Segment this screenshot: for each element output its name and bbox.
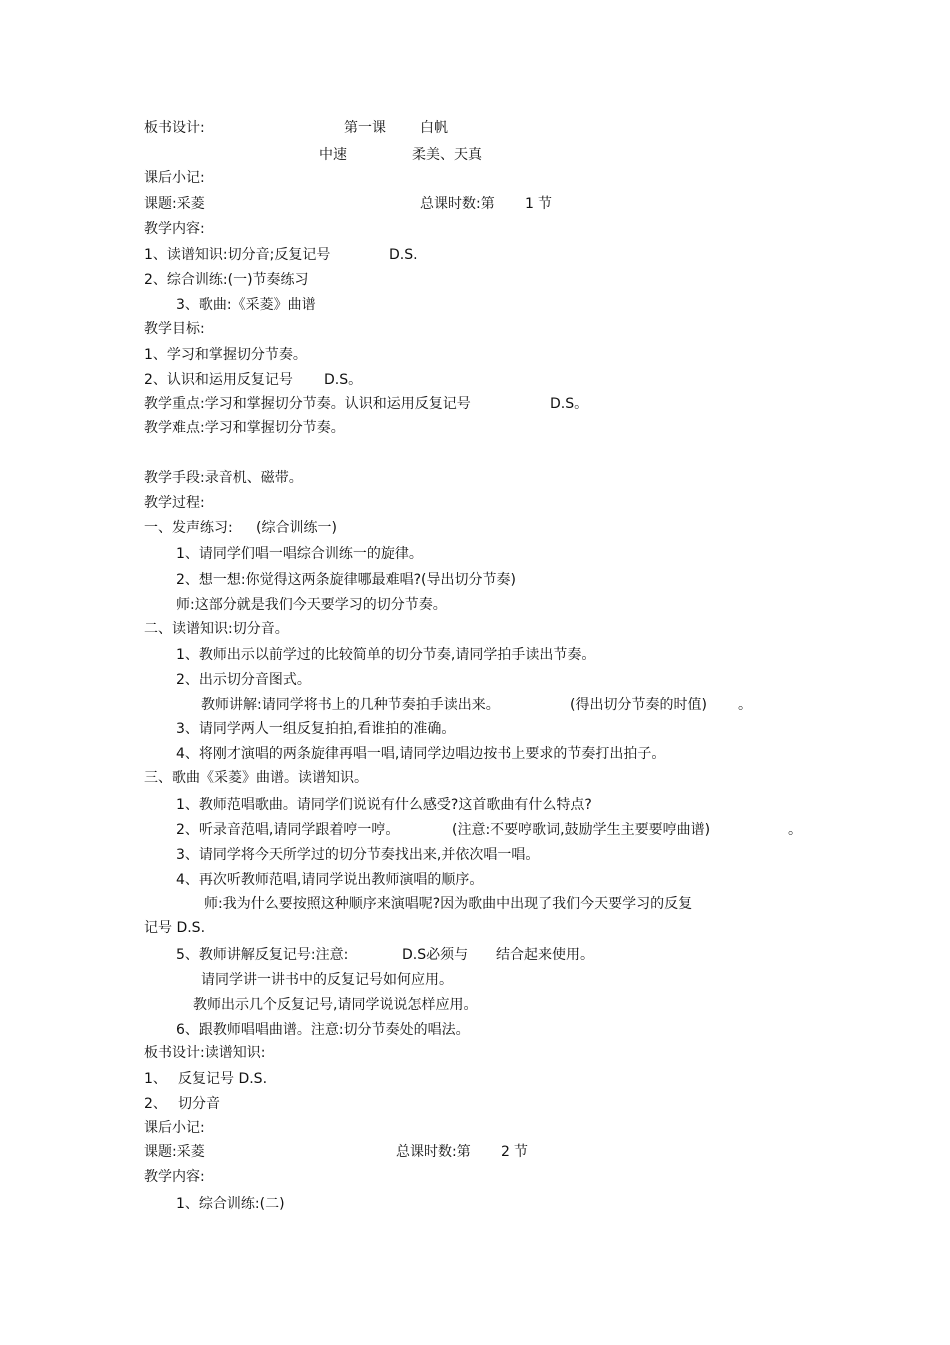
difficulty-text: 教学难点:学习和掌握切分节奏。 bbox=[144, 420, 345, 436]
teaching-means-text: 教学手段:录音机、磁带。 bbox=[144, 470, 303, 486]
process-step-2-item-1: 1、教师出示以前学过的比较简单的切分节奏,请同学拍手读出节奏。 bbox=[176, 647, 596, 663]
hour-unit-2: 节 bbox=[514, 1144, 528, 1160]
goal-item-1: 1、学习和掌握切分节奏。 bbox=[144, 347, 307, 363]
topic-text: 课题:采菱 bbox=[144, 196, 205, 212]
process-step-3-item-5-ask: 请同学讲一讲书中的反复记号如何应用。 bbox=[201, 972, 453, 988]
teaching-content-label: 教学内容: bbox=[144, 221, 205, 237]
hour-number: 1 bbox=[525, 196, 534, 212]
mood-text: 柔美、天真 bbox=[412, 147, 482, 163]
teaching-process-label: 教学过程: bbox=[144, 495, 205, 511]
content-2-item-1: 1、综合训练:(二) bbox=[176, 1196, 285, 1212]
process-step-2-item-2-note: (得出切分节奏的时值) bbox=[570, 697, 707, 713]
process-step-2-item-2-end: 。 bbox=[738, 697, 752, 713]
process-step-1: 一、发声练习: bbox=[144, 520, 233, 536]
content-item-2: 2、综合训练:(一)节奏练习 bbox=[144, 272, 309, 288]
key-point-mark: D.S。 bbox=[550, 396, 589, 412]
process-step-3-item-5-mark: D.S必须与 bbox=[402, 947, 469, 963]
process-step-1-item-1: 1、请同学们唱一唱综合训练一的旋律。 bbox=[176, 546, 423, 562]
board-design-2-label: 板书设计:读谱知识: bbox=[144, 1045, 266, 1061]
total-hours-2-label: 总课时数:第 bbox=[396, 1144, 471, 1160]
board-item-1-text: 反复记号 D.S. bbox=[178, 1071, 268, 1087]
total-hours-label: 总课时数:第 bbox=[420, 196, 495, 212]
process-step-1-note: (综合训练一) bbox=[256, 520, 337, 536]
process-step-2-item-2: 2、出示切分音图式。 bbox=[176, 672, 311, 688]
tempo-text: 中速 bbox=[319, 147, 347, 163]
board-item-2-number: 2、 bbox=[144, 1096, 167, 1112]
key-point-text: 教学重点:学习和掌握切分节奏。认识和运用反复记号 bbox=[144, 396, 471, 412]
process-step-3-item-2-note: (注意:不要哼歌词,鼓励学生主要要哼曲谱) bbox=[452, 822, 711, 838]
process-step-3-item-2: 2、听录音范唱,请同学跟着哼一哼。 bbox=[176, 822, 400, 838]
process-step-3-item-6: 6、跟教师唱唱曲谱。注意:切分节奏处的唱法。 bbox=[176, 1022, 470, 1038]
process-step-2-item-3: 3、请同学两人一组反复拍拍,看谁拍的准确。 bbox=[176, 721, 456, 737]
process-step-1-item-2: 2、想一想:你觉得这两条旋律哪最难唱?(导出切分节奏) bbox=[176, 572, 516, 588]
process-step-3: 三、歌曲《采菱》曲谱。读谱知识。 bbox=[144, 770, 368, 786]
process-step-3-item-5-show: 教师出示几个反复记号,请同学说说怎样应用。 bbox=[193, 997, 478, 1013]
process-step-2-item-2-explain: 教师讲解:请同学将书上的几种节奏拍手读出来。 bbox=[201, 697, 500, 713]
goal-item-2-mark: D.S。 bbox=[324, 372, 363, 388]
goal-item-2: 2、认识和运用反复记号 bbox=[144, 372, 293, 388]
process-step-1-item-3: 师:这部分就是我们今天要学习的切分节奏。 bbox=[176, 597, 447, 613]
topic-2-text: 课题:采菱 bbox=[144, 1144, 205, 1160]
process-step-2: 二、读谱知识:切分音。 bbox=[144, 621, 289, 637]
lesson-number: 第一课 bbox=[344, 120, 386, 136]
process-step-3-item-4: 4、再次听教师范唱,请同学说出教师演唱的顺序。 bbox=[176, 872, 484, 888]
teaching-content-2-label: 教学内容: bbox=[144, 1169, 205, 1185]
process-step-3-item-2-end: 。 bbox=[788, 822, 802, 838]
board-item-1-number: 1、 bbox=[144, 1071, 167, 1087]
content-item-3: 3、歌曲:《采菱》曲谱 bbox=[176, 297, 316, 313]
after-class-notes-label: 课后小记: bbox=[144, 170, 205, 186]
process-step-3-item-4-cont: 记号 D.S. bbox=[144, 920, 206, 936]
process-step-3-item-5: 5、教师讲解反复记号:注意: bbox=[176, 947, 349, 963]
teaching-goal-label: 教学目标: bbox=[144, 321, 205, 337]
process-step-3-item-5-rest: 结合起来使用。 bbox=[496, 947, 594, 963]
process-step-3-item-1: 1、教师范唱歌曲。请同学们说说有什么感受?这首歌曲有什么特点? bbox=[176, 797, 592, 813]
hour-unit: 节 bbox=[538, 196, 552, 212]
hour-number-2: 2 bbox=[501, 1144, 510, 1160]
after-class-notes-2-label: 课后小记: bbox=[144, 1120, 205, 1136]
board-item-2-text: 切分音 bbox=[178, 1096, 220, 1112]
content-item-1-mark: D.S. bbox=[389, 247, 418, 263]
process-step-3-item-3: 3、请同学将今天所学过的切分节奏找出来,并依次唱一唱。 bbox=[176, 847, 540, 863]
song-title: 白帆 bbox=[420, 120, 448, 136]
content-item-1: 1、读谱知识:切分音;反复记号 bbox=[144, 247, 331, 263]
board-design-label: 板书设计: bbox=[144, 120, 205, 136]
process-step-2-item-4: 4、将刚才演唱的两条旋律再唱一唱,请同学边唱边按书上要求的节奏打出拍子。 bbox=[176, 746, 666, 762]
process-step-3-item-4-explain: 师:我为什么要按照这种顺序来演唱呢?因为歌曲中出现了我们今天要学习的反复 bbox=[204, 896, 693, 912]
